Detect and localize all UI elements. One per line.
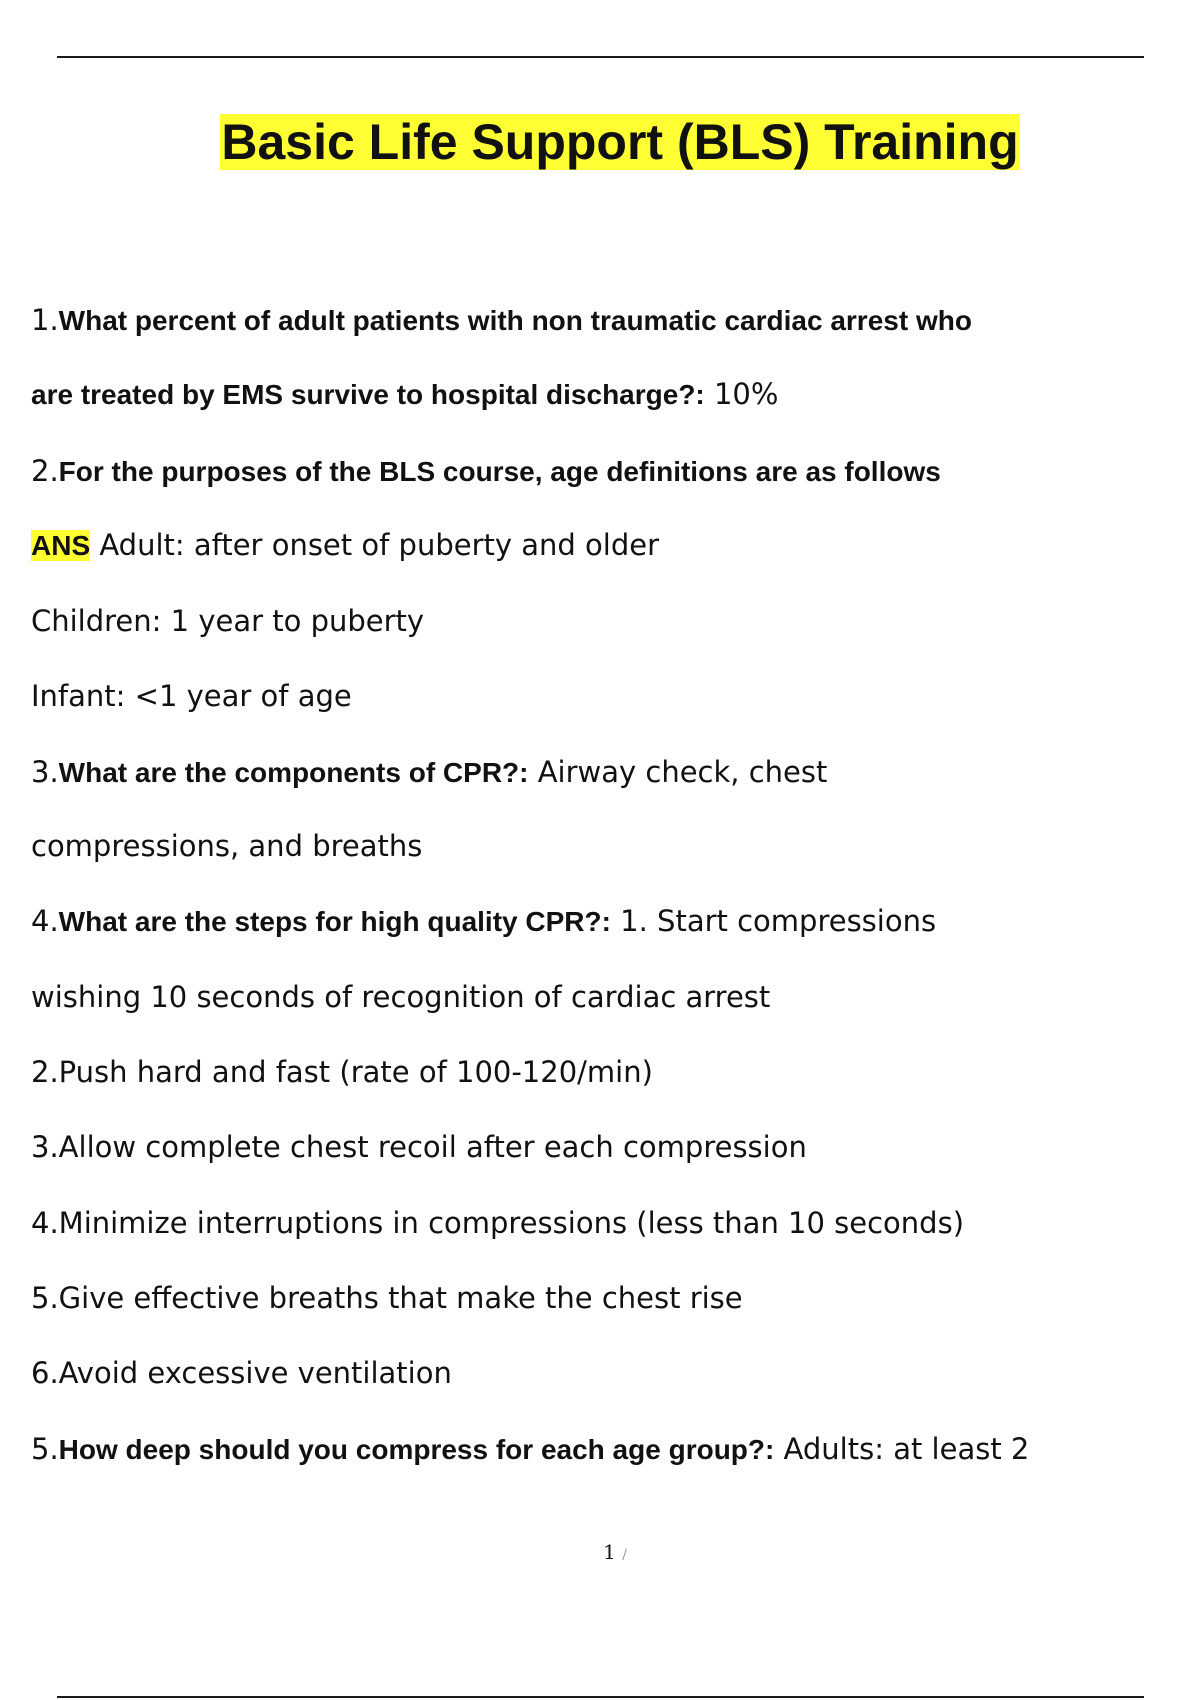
item-2-line-3: Children: 1 year to puberty xyxy=(31,604,425,638)
item-5-line-1: 5.How deep should you compress for each age group?: Adults: at least 2 xyxy=(31,1432,1030,1466)
ans-highlight: ANS xyxy=(31,530,91,561)
item-2-line-4: Infant: <1 year of age xyxy=(31,679,352,713)
step-5: 5.Give effective breaths that make the chest rise xyxy=(31,1281,743,1315)
item-2-line-2: ANS Adult: after onset of puberty and older xyxy=(31,528,659,562)
item-3-line-1: 3.What are the components of CPR?: Airway check, chest xyxy=(31,755,828,789)
step-2: 2.Push hard and fast (rate of 100-120/min) xyxy=(31,1055,653,1089)
item-1-line-2: are treated by EMS survive to hospital discharge?: 10% xyxy=(31,377,779,411)
document-title: Basic Life Support (BLS) Training xyxy=(221,114,1019,170)
item-4-line-2: wishing 10 seconds of recognition of cardiac arrest xyxy=(31,980,771,1014)
item-4-line-1: 4.What are the steps for high quality CPR?: 1. Start compressions xyxy=(31,904,937,938)
page-separator: / xyxy=(622,1547,627,1563)
item-1-answer: 10% xyxy=(713,377,779,411)
item-3-line-2: compressions, and breaths xyxy=(31,829,423,863)
top-rule xyxy=(57,56,1144,58)
page-number: 1 / xyxy=(603,1540,627,1564)
step-3: 3.Allow complete chest recoil after each compression xyxy=(31,1130,807,1164)
item-2-line-1: 2.For the purposes of the BLS course, age definitions are as follows xyxy=(31,454,941,488)
step-6: 6.Avoid excessive ventilation xyxy=(31,1356,452,1390)
bottom-rule xyxy=(57,1696,1144,1698)
item-1-line-1: 1.What percent of adult patients with non traumatic cardiac arrest who xyxy=(31,303,972,337)
step-4: 4.Minimize interruptions in compressions (less than 10 seconds) xyxy=(31,1206,965,1240)
